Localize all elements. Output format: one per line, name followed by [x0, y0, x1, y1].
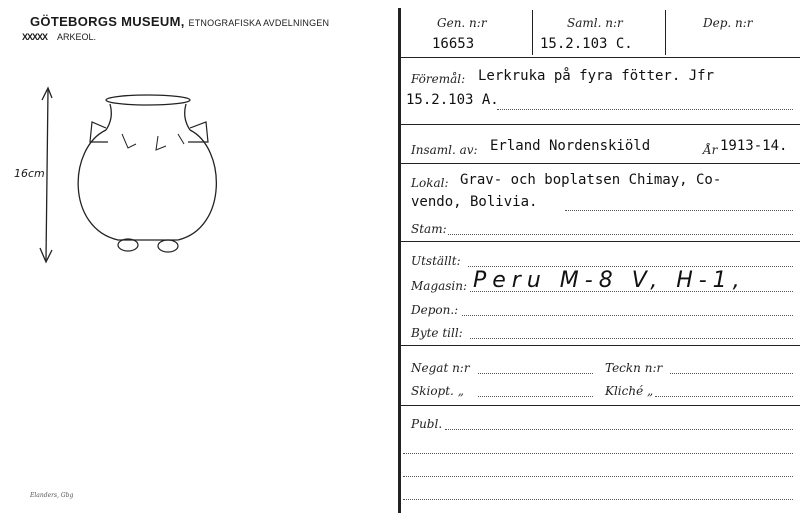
foremal-value-line1: Lerkruka på fyra fötter. Jfr	[478, 68, 715, 84]
saml-nr-label: Saml. n:r	[567, 16, 623, 30]
card-rule	[398, 57, 800, 58]
publ-label: Publ.	[411, 417, 443, 431]
museum-header	[30, 14, 329, 29]
dep-nr-label: Dep. n:r	[703, 16, 753, 30]
ar-value: 1913-14.	[720, 138, 788, 154]
dotted-line	[565, 210, 793, 211]
skiopt-label: Skiopt. „	[411, 384, 464, 398]
card-rule	[398, 163, 800, 164]
card-rule	[398, 124, 800, 125]
byte-field	[470, 338, 793, 339]
foremal-value-line2: 15.2.103 A.	[406, 92, 499, 108]
magasin-field	[470, 291, 793, 292]
teckn-field	[670, 373, 793, 374]
museum-name: GÖTEBORGS MUSEUM,	[30, 14, 185, 29]
skiopt-field	[478, 396, 593, 397]
stam-label: Stam:	[411, 222, 447, 236]
depon-field	[462, 315, 793, 316]
stam-field	[448, 234, 793, 235]
publ-field	[403, 499, 793, 500]
pot-sketch	[28, 78, 228, 268]
byte-label: Byte till:	[411, 326, 463, 340]
saml-nr-value: 15.2.103 C.	[540, 36, 633, 52]
negat-field	[478, 373, 593, 374]
section-name: ARKEOL.	[57, 32, 97, 42]
column-divider	[665, 10, 666, 55]
lokal-label: Lokal:	[411, 176, 449, 190]
publ-field	[403, 453, 793, 454]
section-header	[22, 32, 96, 42]
publ-field	[445, 429, 793, 430]
height-note: 16cm	[14, 167, 45, 180]
column-divider	[532, 10, 533, 55]
utstallt-label: Utställt:	[411, 254, 461, 268]
kliche-field	[655, 396, 793, 397]
publ-field	[403, 476, 793, 477]
utstallt-field	[468, 266, 793, 267]
struck-text: XXXXX	[22, 32, 48, 42]
teckn-label: Teckn n:r	[605, 361, 663, 375]
negat-label: Negat n:r	[411, 361, 470, 375]
card-rule	[398, 345, 800, 346]
depon-label: Depon.:	[411, 303, 459, 317]
foremal-label: Föremål:	[411, 72, 466, 86]
magasin-label: Magasin:	[411, 279, 468, 293]
kliche-label: Kliché „	[605, 384, 654, 398]
insaml-value: Erland Nordenskiöld	[490, 138, 651, 154]
department-name: ETNOGRAFISKA AVDELNINGEN	[188, 18, 330, 28]
ar-label: År	[703, 143, 718, 157]
printer-credit: Elanders, Gbg	[30, 492, 74, 499]
lokal-value-line1: Grav- och boplatsen Chimay, Co-	[460, 172, 722, 188]
card-rule	[398, 405, 800, 406]
dotted-line	[497, 109, 793, 110]
magasin-value: Peru M-8 V, H-1,	[473, 268, 746, 293]
gen-nr-value: 16653	[432, 36, 475, 52]
lokal-value-line2: vendo, Bolivia.	[411, 194, 538, 210]
gen-nr-label: Gen. n:r	[437, 16, 487, 30]
card-rule	[398, 241, 800, 242]
insaml-label: Insaml. av:	[411, 143, 478, 157]
